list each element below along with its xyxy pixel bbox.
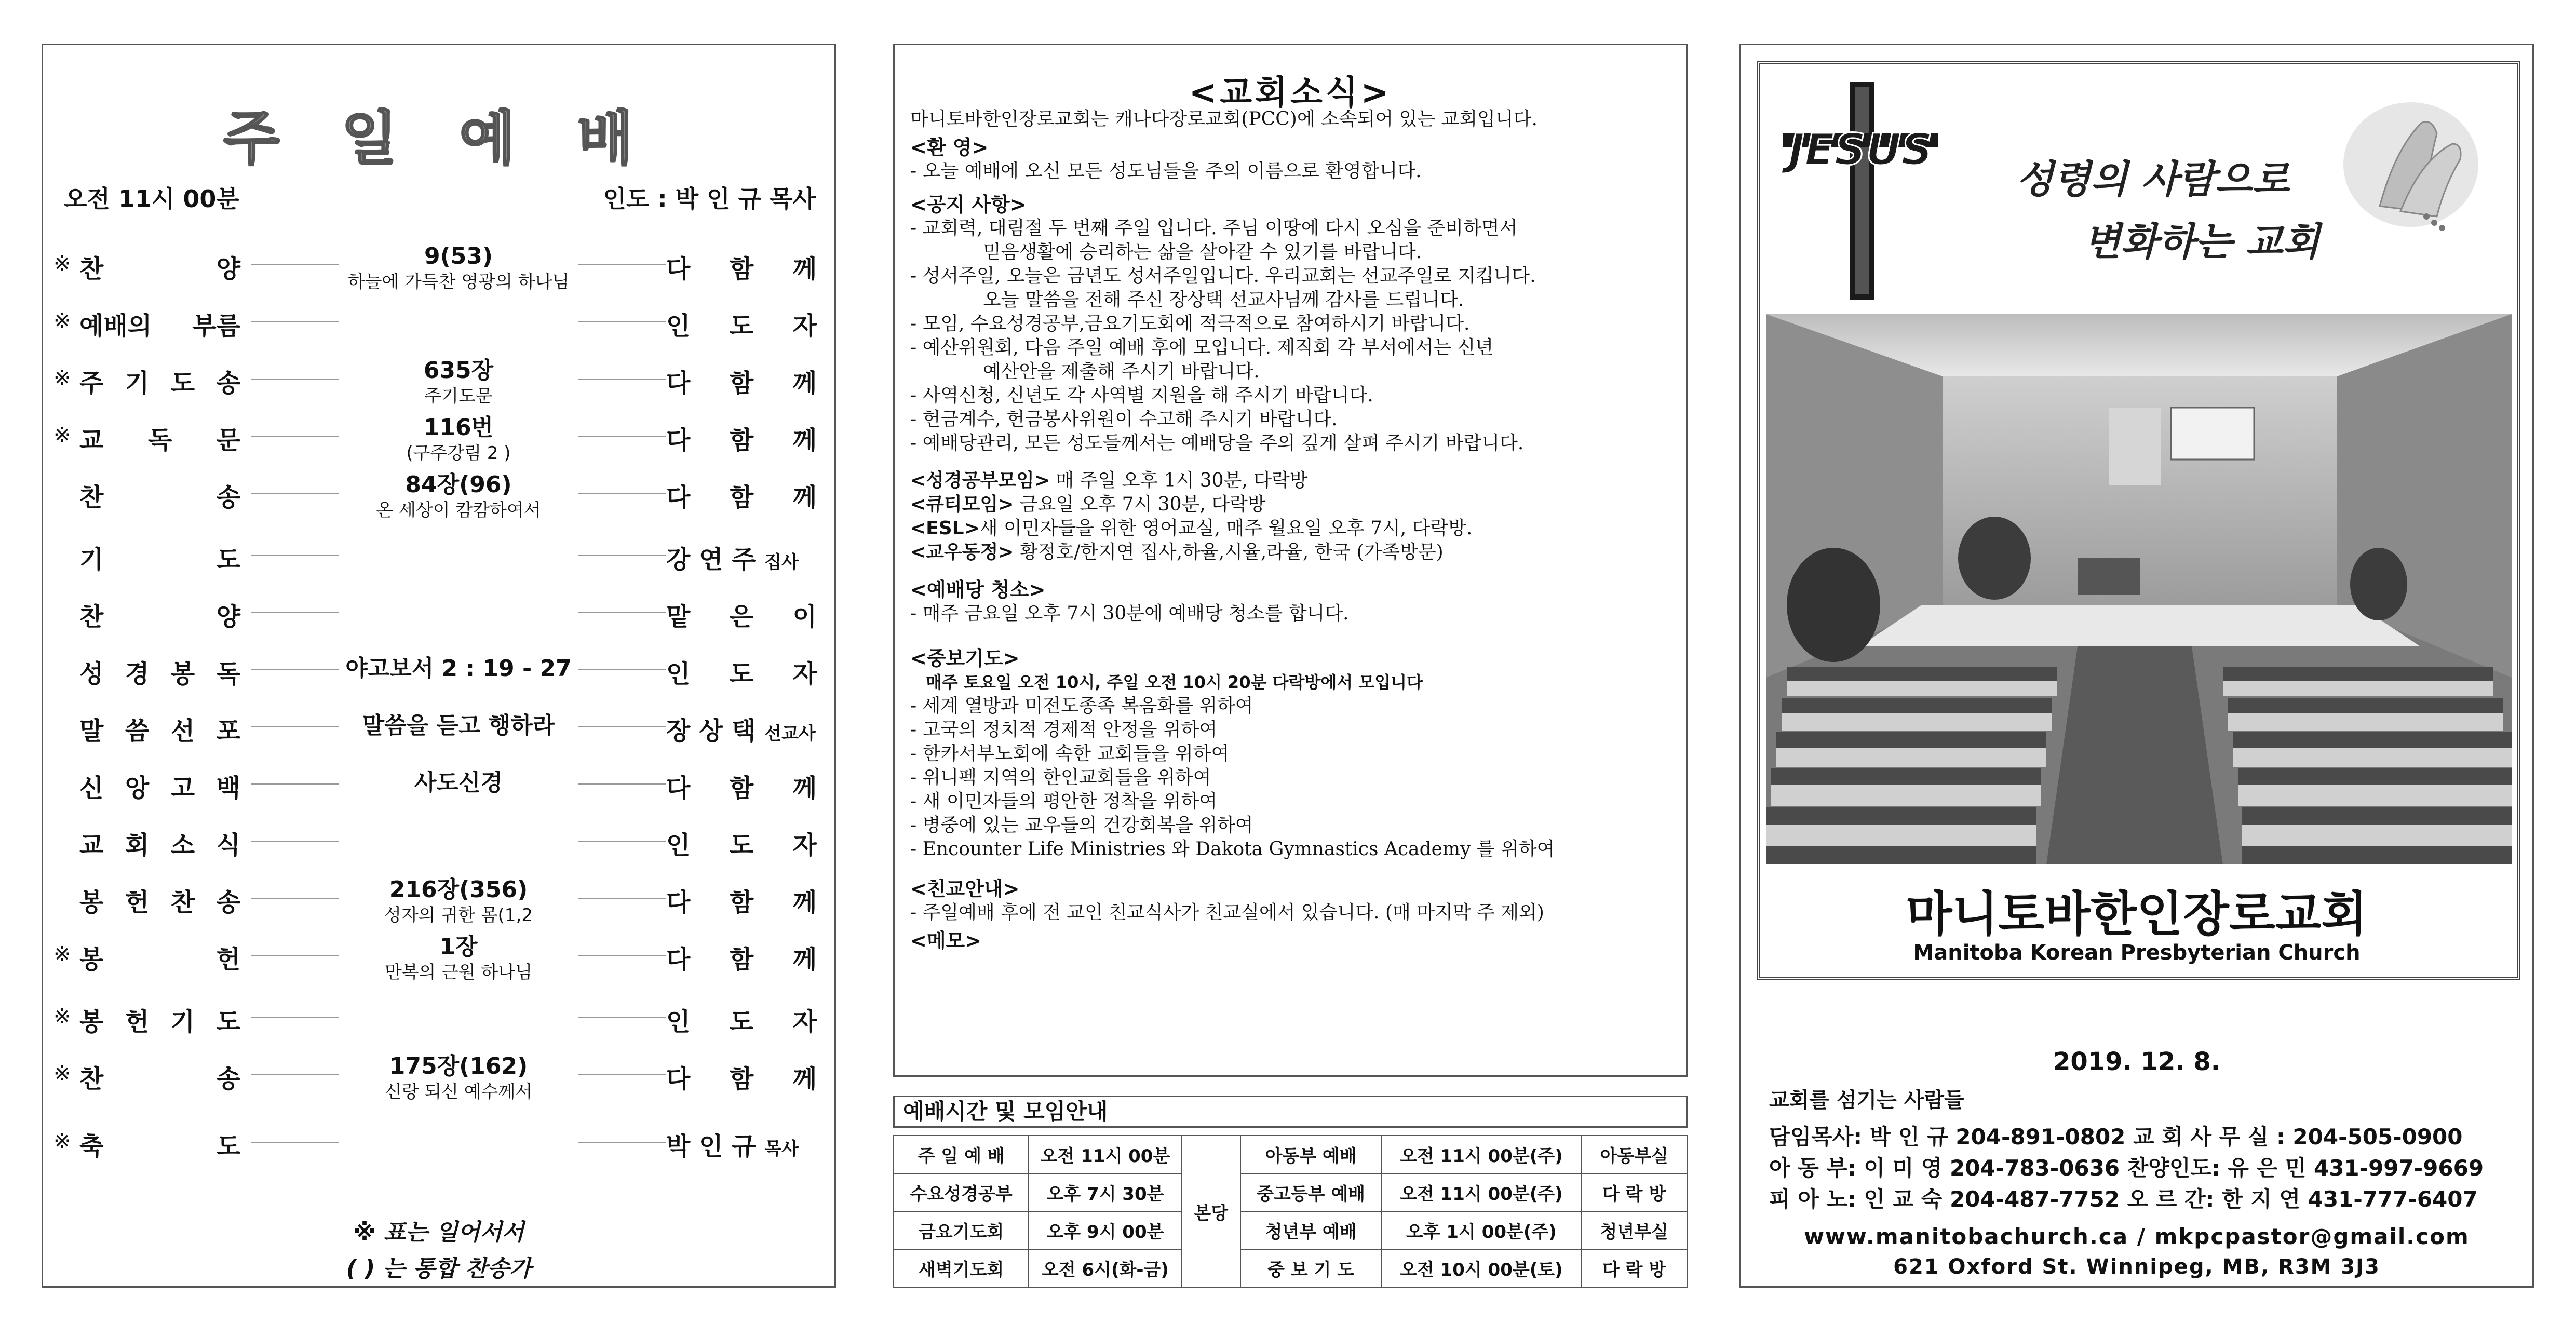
schedule-place: 다 락 방 — [1581, 1173, 1687, 1211]
worship-item: 봉 헌 — [79, 945, 240, 974]
schedule-place: 청년부실 — [1581, 1211, 1687, 1249]
dotted-leader-line — [578, 1017, 666, 1018]
prayer-item: - 새 이민자들의 평안한 정착을 위하여 — [910, 791, 1218, 812]
slogan-line1: 성령의 사람으로 — [2016, 157, 2290, 202]
dotted-leader-line — [251, 321, 339, 322]
leader-name: 맡 은 이 — [666, 602, 817, 631]
dotted-leader-line — [251, 898, 339, 899]
worship-content — [339, 300, 578, 307]
worship-row — [43, 819, 834, 876]
worship-content — [339, 414, 578, 465]
worship-row — [43, 933, 834, 990]
notice-item: - 예배당관리, 모든 성도들께서는 예배당을 주의 깊게 살펴 주시기 바랍니다. — [910, 433, 1524, 454]
leader-name: 박 인 규 — [666, 1132, 756, 1161]
worship-content — [339, 590, 578, 598]
worship-row — [43, 705, 834, 762]
dotted-leader-line — [578, 264, 666, 265]
dotted-leader-line — [578, 493, 666, 494]
dotted-leader-line — [578, 436, 666, 437]
worship-content-main: 175장(162) — [389, 1053, 528, 1079]
prayer-item: - 병중에 있는 교우들의 건강회복을 위하여 — [910, 815, 1253, 836]
dotted-leader-line — [578, 955, 666, 956]
jesus-cross-logo — [1772, 76, 1949, 305]
schedule-row — [894, 1173, 1687, 1211]
logo-text: JESUS — [1788, 124, 1933, 175]
group-bible-label: <성경공부모임> — [910, 470, 1050, 491]
worship-item: 기 도 — [79, 545, 240, 574]
staff-line: 아 동 부: 이 미 영 204-783-0636 찬양인도: 유 은 민 431-997-9669 — [1769, 1155, 2484, 1181]
worship-leader: 인도 : 박 인 규 목사 — [603, 185, 816, 213]
dotted-leader-line — [251, 436, 339, 437]
worship-content — [339, 533, 578, 541]
schedule-row — [894, 1136, 1687, 1173]
worship-content-main — [339, 819, 578, 826]
leader-name: 다 함 께 — [666, 483, 817, 512]
schedule-row — [894, 1249, 1687, 1287]
fellowship-heading: <친교안내> — [910, 877, 1020, 900]
group-qt — [910, 493, 1676, 517]
worship-content-main: 9(53) — [424, 243, 493, 269]
worship-order-panel — [42, 44, 836, 1288]
leader-name: 인 도 자 — [666, 312, 817, 341]
dotted-leader-line — [251, 726, 339, 727]
worship-content-sub: 만복의 근원 하나님 — [384, 962, 533, 983]
worship-content-main: 216장(356) — [389, 876, 528, 903]
worship-content — [339, 471, 578, 522]
notice-item: - 교회력, 대림절 두 번째 주일 입니다. 주님 이땅에 다시 오심을 준비하면서 — [910, 218, 1518, 239]
worship-content-main: 635장 — [423, 357, 494, 384]
worship-content — [339, 819, 578, 826]
worship-content-sub: 온 세상이 캄캄하여서 — [376, 500, 541, 521]
worship-content-main: 사도신경 — [414, 769, 503, 796]
worship-content — [339, 995, 578, 1003]
worship-time: 오전 11시 00분 — [64, 185, 239, 213]
group-qt-label: <큐티모임> — [910, 494, 1014, 515]
dotted-leader-line — [251, 669, 339, 670]
notice-item-cont: 예산안을 제출해 주시기 바랍니다. — [983, 361, 1260, 382]
group-members-text: 황정호/한지연 집사,하율,시율,라율, 한국 (가족방문) — [1014, 542, 1444, 563]
stand-mark: ※ — [53, 1062, 71, 1086]
worship-row — [43, 1120, 834, 1177]
notice-item: - 성서주일, 오늘은 금년도 성서주일입니다. 우리교회는 선교주일로 지킵니다. — [910, 265, 1536, 287]
notice-heading: <공지 사항> — [910, 193, 1027, 216]
worship-item: 찬 양 — [79, 602, 240, 631]
prayer-heading: <중보기도> — [910, 647, 1020, 670]
schedule-venue: 본당 — [1182, 1136, 1240, 1287]
dotted-leader-line — [578, 898, 666, 899]
dotted-leader-line — [578, 612, 666, 613]
stand-mark: ※ — [53, 309, 71, 333]
schedule-place: 아동부실 — [1581, 1136, 1687, 1173]
worship-row — [43, 647, 834, 705]
worship-item: 성 경 봉 독 — [79, 659, 240, 688]
notice-item-cont: 오늘 말씀을 전해 주신 장상택 선교사님께 감사를 드립니다. — [983, 289, 1464, 310]
leader-name: 다 함 께 — [666, 426, 817, 455]
worship-content-main — [339, 533, 578, 541]
schedule-name: 아동부 예배 — [1240, 1136, 1382, 1173]
dotted-leader-line — [578, 726, 666, 727]
dotted-leader-line — [251, 493, 339, 494]
cleaning-text: - 매주 금요일 오후 7시 30분에 예배당 청소를 합니다. — [910, 603, 1349, 624]
worship-content — [339, 933, 578, 984]
news-intro: 마니토바한인장로교회는 캐나다장로교회(PCC)에 소속되어 있는 교회입니다. — [910, 109, 1537, 130]
worship-item: 예배의 부름 — [79, 312, 240, 341]
stand-mark: ※ — [53, 423, 71, 447]
cleaning-heading: <예배당 청소> — [910, 578, 1046, 601]
worship-item: 교 회 소 식 — [79, 831, 240, 860]
leader-name: 다 함 께 — [666, 369, 817, 398]
schedule-time: 오전 11시 00분(주) — [1381, 1136, 1581, 1173]
worship-item: 신 앙 고 백 — [79, 774, 240, 803]
group-qt-text: 금요일 오후 7시 30분, 다락방 — [1014, 494, 1266, 515]
cover-panel — [1739, 44, 2534, 1288]
dotted-leader-line — [251, 783, 339, 785]
schedule-time: 오후 1시 00분(주) — [1381, 1211, 1581, 1249]
worship-content — [339, 242, 578, 293]
worship-item: 축 도 — [79, 1132, 240, 1161]
schedule-name: 청년부 예배 — [1240, 1211, 1382, 1249]
schedule-time: 오전 6시(화-금) — [1029, 1249, 1181, 1287]
prayer-item: - 위니펙 지역의 한인교회들을 위하여 — [910, 767, 1211, 788]
schedule-time: 오후 7시 30분 — [1029, 1173, 1181, 1211]
worship-leader-cell — [666, 1126, 817, 1162]
leader-title: 선교사 — [764, 723, 816, 744]
worship-content — [339, 876, 578, 927]
welcome-heading: <환 영> — [910, 136, 989, 159]
slogan-line2: 변화하는 교회 — [2084, 220, 2320, 264]
leader-name: 인 도 자 — [666, 831, 817, 860]
staff-heading: 교회를 섬기는 사람들 — [1769, 1088, 1964, 1112]
worship-item: 찬 송 — [79, 1064, 240, 1093]
sanctuary-photo — [1766, 314, 2512, 864]
stand-note: ※ 표는 일어서서 — [353, 1219, 524, 1246]
schedule-name: 금요기도회 — [894, 1211, 1029, 1249]
leader-name: 장 상 택 — [666, 717, 756, 746]
group-esl — [910, 517, 1676, 541]
church-name-ko: 마니토바한인장로교회 — [1906, 886, 2368, 942]
bulletin-date: 2019. 12. 8. — [2053, 1047, 2220, 1076]
staff-line: 담임목사: 박 인 규 204-891-0802 교 회 사 무 실 : 204-505-0900 — [1769, 1124, 2463, 1150]
group-bible — [910, 469, 1676, 493]
schedule-time: 오후 9시 00분 — [1029, 1211, 1181, 1249]
worship-content — [339, 357, 578, 408]
group-esl-text: 새 이민자들을 위한 영어교실, 매주 월요일 오후 7시, 다락방. — [979, 518, 1473, 539]
worship-content-sub: 주기도문 — [424, 386, 493, 407]
worship-row — [43, 1052, 834, 1110]
stand-mark: ※ — [53, 252, 71, 276]
worship-leader-cell — [666, 539, 817, 575]
prayer-item: - 고국의 정치적 경제적 안정을 위하여 — [910, 719, 1218, 740]
dotted-leader-line — [578, 841, 666, 842]
stand-mark: ※ — [53, 942, 71, 966]
dotted-leader-line — [578, 555, 666, 556]
fellowship-text: - 주일예배 후에 전 교인 친교식사가 친교실에서 있습니다. (매 마지막 주 제외) — [910, 902, 1544, 923]
memo-heading: <메모> — [910, 929, 982, 952]
worship-item: 말 씀 선 포 — [79, 717, 240, 746]
group-members — [910, 541, 1676, 564]
schedule-section — [893, 1096, 1688, 1288]
leader-name: 다 함 께 — [666, 945, 817, 974]
schedule-time: 오전 11시 00분 — [1029, 1136, 1181, 1173]
worship-row — [43, 590, 834, 647]
church-name-en: Manitoba Korean Presbyterian Church — [1913, 941, 2361, 965]
stand-mark: ※ — [53, 366, 71, 390]
website-email: www.manitobachurch.ca / mkpcpastor@gmail.com — [1804, 1224, 2470, 1249]
dotted-leader-line — [578, 669, 666, 670]
worship-content — [339, 762, 578, 797]
schedule-time: 오전 10시 00분(토) — [1381, 1249, 1581, 1287]
stand-mark: ※ — [53, 1005, 71, 1029]
news-body — [910, 107, 1676, 953]
worship-row — [43, 357, 834, 414]
dotted-leader-line — [251, 1142, 339, 1143]
leader-name: 인 도 자 — [666, 659, 817, 688]
worship-content-main: 말씀을 듣고 행하라 — [362, 712, 555, 739]
prayer-item: - Encounter Life Ministries 와 Dakota Gymnastics Academy 를 위하여 — [910, 839, 1555, 860]
schedule-name: 주 일 예 배 — [894, 1136, 1029, 1173]
dotted-leader-line — [251, 841, 339, 842]
group-esl-label: <ESL> — [910, 518, 980, 539]
dotted-leader-line — [251, 1074, 339, 1075]
schedule-caption: 예배시간 및 모임안내 — [893, 1096, 1688, 1128]
worship-leader-cell — [666, 711, 817, 747]
worship-row — [43, 471, 834, 528]
schedule-name: 중고등부 예배 — [1240, 1173, 1382, 1211]
worship-content-sub: 성자의 귀한 몸(1,2 — [384, 905, 533, 926]
leader-title: 목사 — [764, 1139, 799, 1159]
worship-content-main — [339, 300, 578, 307]
worship-row — [43, 414, 834, 471]
schedule-name: 새벽기도회 — [894, 1249, 1029, 1287]
schedule-place: 다 락 방 — [1581, 1249, 1687, 1287]
worship-content-sub: 하늘에 가득찬 영광의 하나님 — [347, 272, 570, 292]
worship-content-main — [339, 590, 578, 598]
leader-name: 강 연 주 — [666, 545, 756, 574]
worship-item: 교 독 문 — [79, 426, 240, 455]
worship-content — [339, 1052, 578, 1103]
worship-row — [43, 242, 834, 300]
notice-item-cont: 믿음생활에 승리하는 삶을 살아갈 수 있기를 바랍니다. — [983, 241, 1422, 263]
worship-content-sub: 신랑 되신 예수께서 — [384, 1082, 533, 1102]
worship-item: 봉 헌 찬 송 — [79, 888, 240, 917]
worship-content-main — [339, 995, 578, 1003]
worship-title: 주 일 예 배 — [223, 105, 654, 172]
dotted-leader-line — [251, 555, 339, 556]
dotted-leader-line — [251, 612, 339, 613]
prayer-subtitle: 매주 토요일 오전 10시, 주일 오전 10시 20분 다락방에서 모입니다 — [926, 672, 1423, 692]
worship-row — [43, 762, 834, 819]
dotted-leader-line — [578, 1074, 666, 1075]
group-members-label: <교우동정> — [910, 542, 1014, 563]
dotted-leader-line — [251, 379, 339, 380]
leader-name: 다 함 께 — [666, 254, 817, 283]
notice-item: - 사역신청, 신년도 각 사역별 지원을 해 주시기 바랍니다. — [910, 385, 1373, 406]
leader-name: 다 함 께 — [666, 888, 817, 917]
worship-row — [43, 300, 834, 357]
schedule-table — [893, 1135, 1688, 1288]
worship-item: 찬 양 — [79, 254, 240, 283]
schedule-name: 중 보 기 도 — [1240, 1249, 1382, 1287]
leader-title: 집사 — [764, 552, 799, 573]
dotted-leader-line — [578, 1142, 666, 1143]
stand-mark: ※ — [53, 1129, 71, 1153]
prayer-item: - 한카서부노회에 속한 교회들을 위하여 — [910, 743, 1230, 764]
schedule-row — [894, 1211, 1687, 1249]
worship-row — [43, 995, 834, 1052]
worship-content-main: 야고보서 2 : 19 - 27 — [345, 655, 572, 682]
worship-content — [339, 1120, 578, 1127]
dotted-leader-line — [251, 955, 339, 956]
staff-line: 피 아 노: 인 교 숙 204-487-7752 오 르 간: 한 지 연 431-777-6407 — [1769, 1186, 2478, 1212]
worship-content-main: 1장 — [439, 934, 478, 960]
group-bible-text: 매 주일 오후 1시 30분, 다락방 — [1049, 470, 1308, 491]
worship-item: 주 기 도 송 — [79, 369, 240, 398]
worship-item: 찬 송 — [79, 483, 240, 512]
worship-content — [339, 647, 578, 683]
news-title: <교회소식> — [1189, 74, 1392, 112]
worship-content-main — [339, 1120, 578, 1127]
leader-name: 다 함 께 — [666, 774, 817, 803]
notice-item: - 예산위원회, 다음 주일 예배 후에 모입니다. 제직회 각 부서에서는 신년 — [910, 337, 1494, 358]
welcome-text: - 오늘 예배에 오신 모든 성도님들을 주의 이름으로 환영합니다. — [910, 160, 1422, 182]
news-panel — [893, 44, 1688, 1077]
leader-name: 다 함 께 — [666, 1064, 817, 1093]
dotted-leader-line — [578, 379, 666, 380]
worship-content — [339, 705, 578, 740]
worship-row — [43, 533, 834, 590]
worship-item: 봉 헌 기 도 — [79, 1007, 240, 1036]
church-address: 621 Oxford St. Winnipeg, MB, R3M 3J3 — [1893, 1255, 2380, 1279]
dotted-leader-line — [578, 783, 666, 785]
leader-name: 인 도 자 — [666, 1007, 817, 1036]
worship-content-sub: (구주강림 2 ) — [406, 443, 511, 464]
prayer-item: - 세계 열방과 미전도종족 복음화를 위하여 — [910, 695, 1253, 717]
dotted-leader-line — [578, 321, 666, 322]
hymnal-note: ( ) 는 통합 찬송가 — [346, 1255, 532, 1282]
notice-item: - 헌금계수, 헌금봉사위원이 수고해 주시기 바랍니다. — [910, 409, 1338, 430]
schedule-name: 수요성경공부 — [894, 1173, 1029, 1211]
dotted-leader-line — [251, 264, 339, 265]
dotted-leader-line — [251, 1017, 339, 1018]
worship-row — [43, 876, 834, 933]
schedule-time: 오전 11시 00분(주) — [1381, 1173, 1581, 1211]
notice-item: - 모임, 수요성경공부,금요기도회에 적극적으로 참여하시기 바랍니다. — [910, 313, 1470, 334]
worship-content-main: 84장(96) — [405, 471, 512, 498]
praying-hands-image — [2333, 87, 2489, 242]
worship-content-main: 116번 — [423, 414, 494, 441]
